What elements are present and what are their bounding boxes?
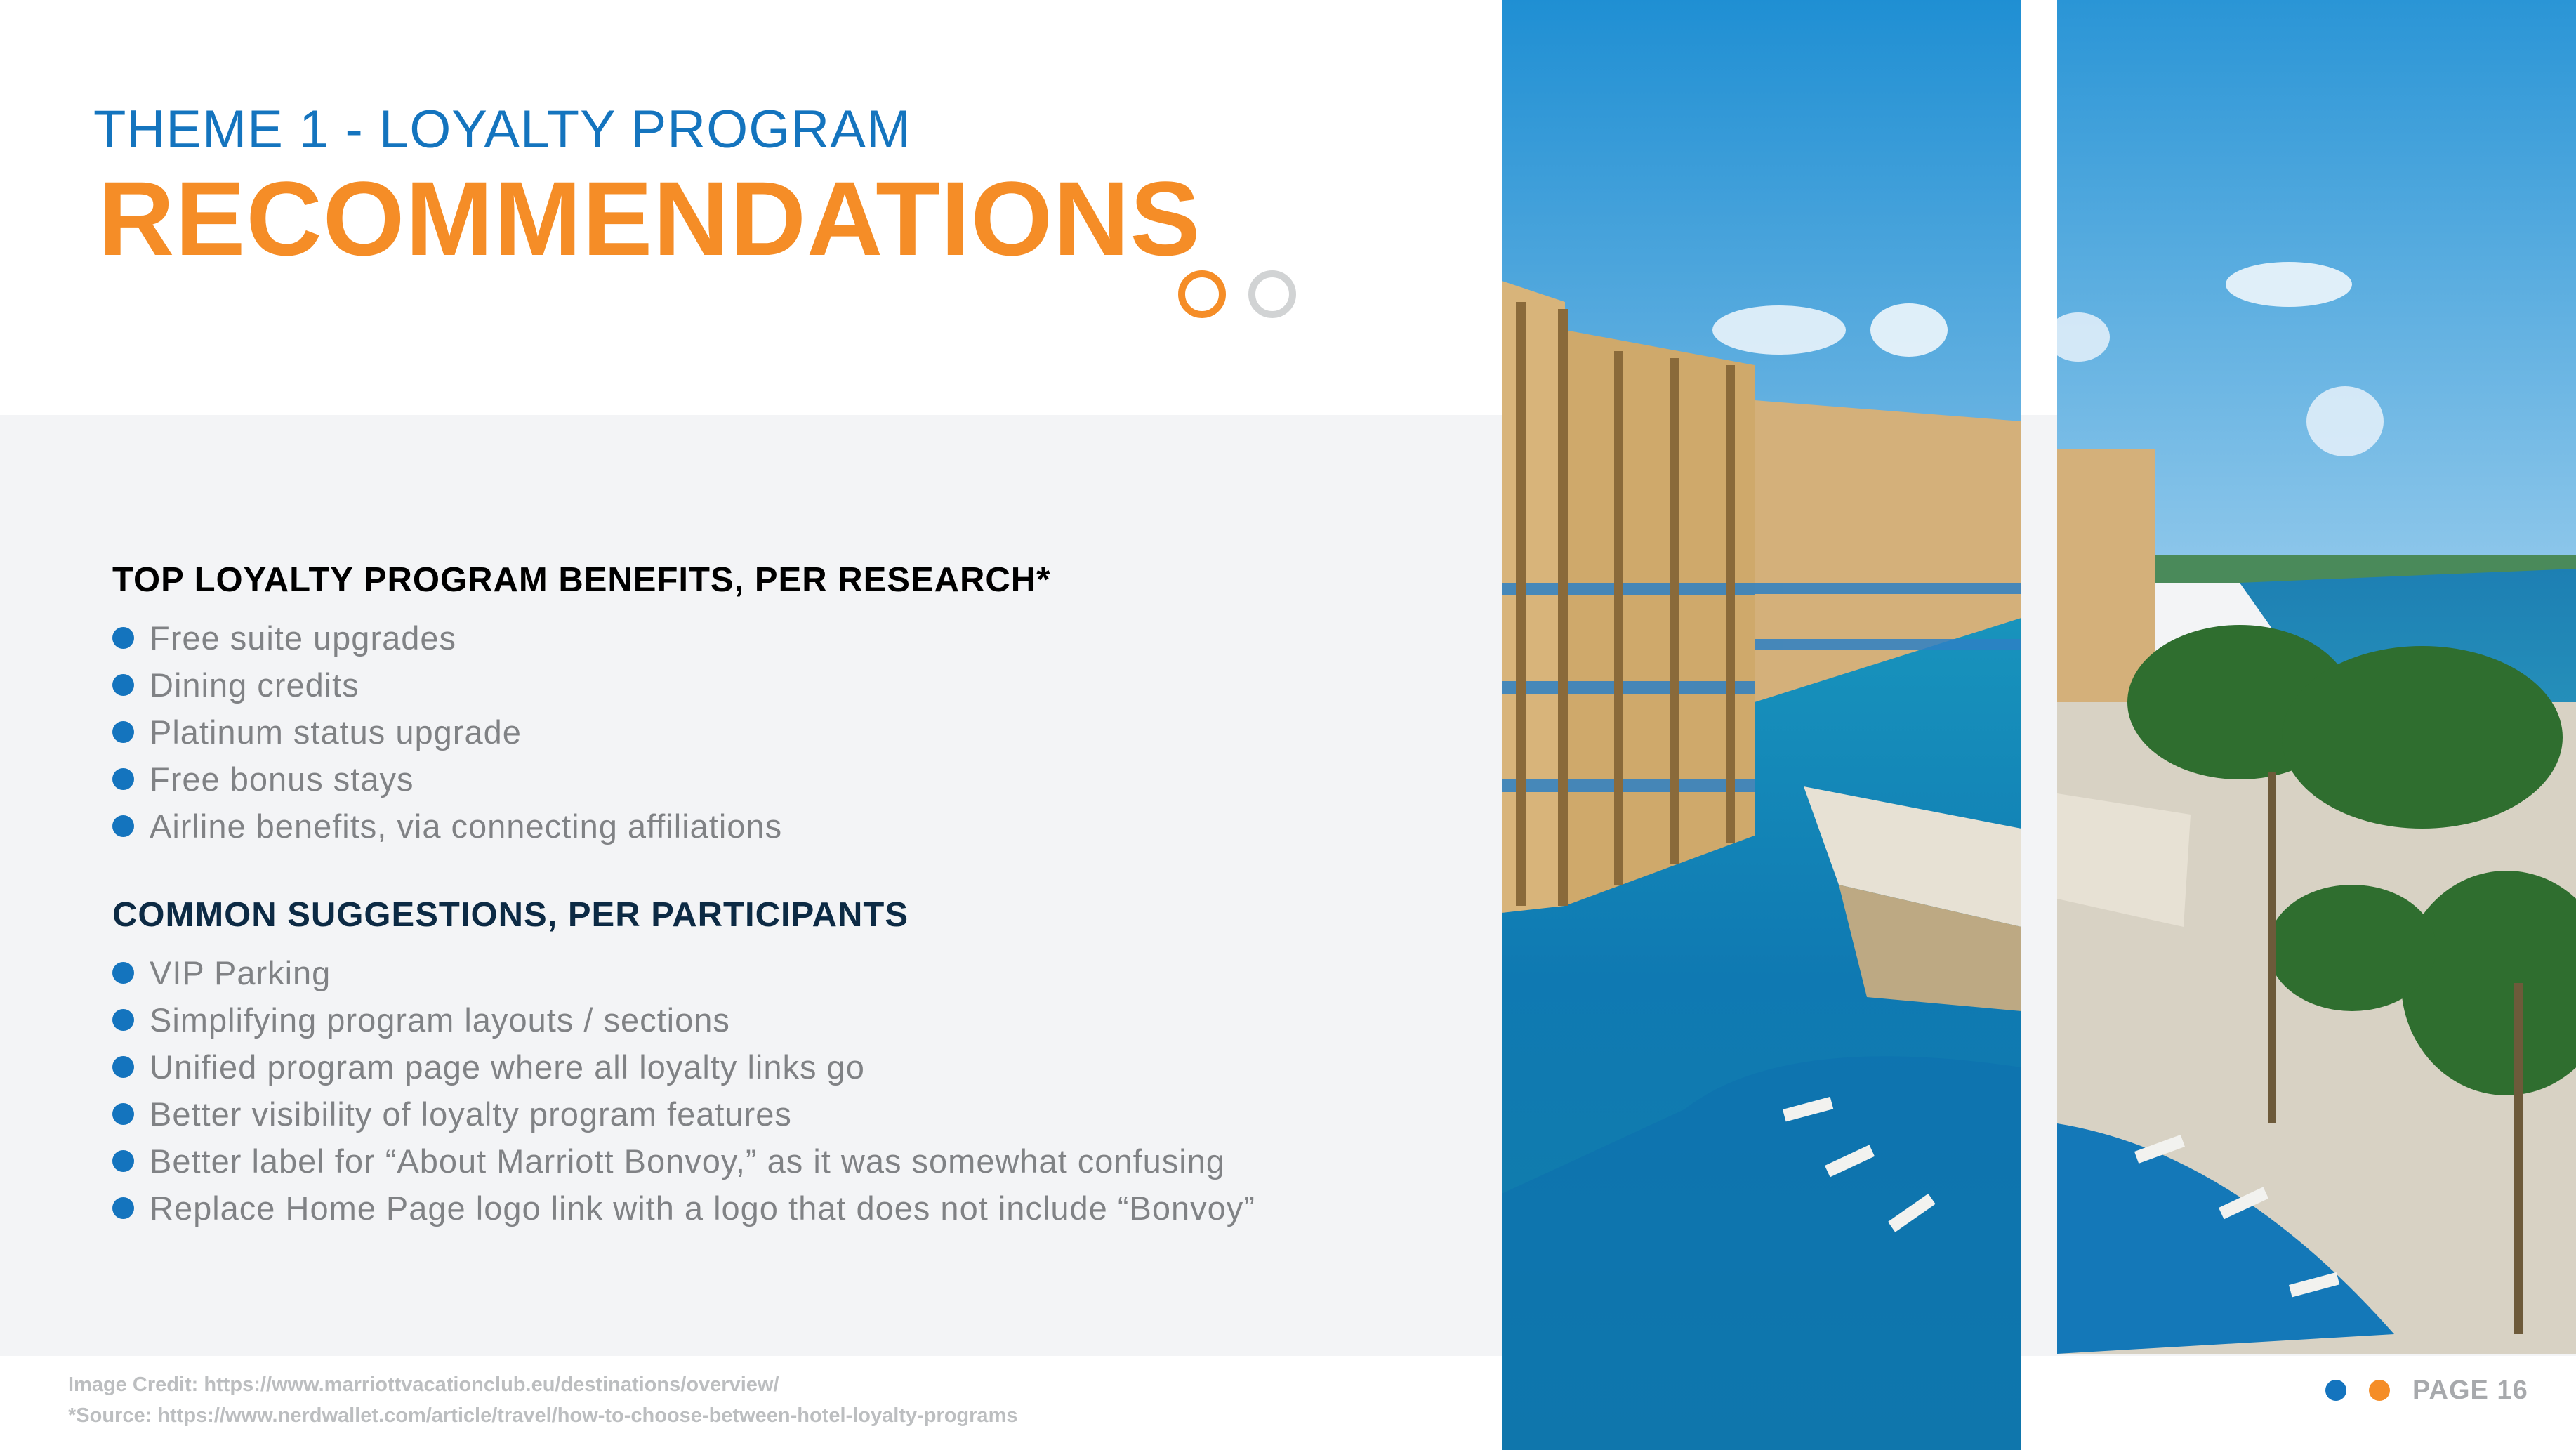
bullet-dot-icon: [112, 721, 134, 743]
resort-beach-photo-icon: [2057, 0, 2576, 1354]
list-item: [112, 1090, 1446, 1138]
bullet-dot-icon: [112, 1150, 134, 1172]
list-item: [112, 614, 1446, 661]
footer-credits: [68, 1369, 1017, 1431]
list-item-text: Replace Home Page logo link with a logo that does not include “Bonvoy”: [150, 1189, 1255, 1227]
benefits-heading: TOP LOYALTY PROGRAM BENEFITS, PER RESEARCH*: [112, 561, 1051, 599]
resort-beach-photo: [2057, 0, 2576, 1354]
bullet-dot-icon: [112, 815, 134, 837]
page-number: PAGE 16: [2412, 1375, 2528, 1405]
list-item: [112, 803, 1446, 850]
list-item-text: Better label for “About Marriott Bonvoy,” as it was somewhat confusing: [150, 1142, 1226, 1180]
list-item-text: Unified program page where all loyalty links go: [150, 1048, 865, 1086]
bullet-dot-icon: [112, 1103, 134, 1125]
list-item: [112, 661, 1446, 708]
list-item: [112, 1138, 1446, 1185]
recommendations-content: [112, 558, 1446, 1232]
list-item: [112, 949, 1446, 996]
benefits-list: [112, 614, 1446, 850]
bullet-dot-icon: [112, 1009, 134, 1031]
gray-ring-icon: [1248, 270, 1296, 318]
bullet-dot-icon: [112, 1197, 134, 1219]
image-credit-text: Image Credit: https://www.marriottvacationclub.eu/destinations/overview/: [68, 1373, 779, 1396]
resort-pool-photo-icon: [1502, 0, 2021, 1450]
list-item: [112, 708, 1446, 756]
suggestions-list: [112, 949, 1446, 1232]
list-item: [112, 1185, 1446, 1232]
list-item-text: Dining credits: [150, 666, 359, 704]
benefits-section: [112, 558, 1446, 850]
suggestions-section: [112, 893, 1446, 1232]
page-indicator: [2325, 1376, 2528, 1404]
bullet-dot-icon: [112, 768, 134, 790]
bullet-dot-icon: [112, 1056, 134, 1078]
orange-ring-icon: [1178, 270, 1226, 318]
blue-dot-icon: [2325, 1380, 2346, 1401]
bullet-dot-icon: [112, 962, 134, 984]
list-item-text: Better visibility of loyalty program features: [150, 1095, 792, 1133]
slide-subtitle: THEME 1 - LOYALTY PROGRAM: [93, 100, 912, 159]
list-item-text: Airline benefits, via connecting affiliations: [150, 808, 783, 845]
resort-pool-photo: [1502, 0, 2021, 1450]
list-item: [112, 756, 1446, 803]
decorative-circles: [1174, 267, 1307, 323]
list-item: [112, 1043, 1446, 1090]
list-item-text: Free suite upgrades: [150, 619, 457, 657]
bullet-dot-icon: [112, 627, 134, 649]
slide-title: RECOMMENDATIONS: [98, 159, 1201, 277]
list-item-text: Simplifying program layouts / sections: [150, 1001, 730, 1039]
source-text: *Source: https://www.nerdwallet.com/article/travel/how-to-choose-between-hotel-loyalty-programs: [68, 1404, 1018, 1427]
list-item: [112, 996, 1446, 1043]
list-item-text: VIP Parking: [150, 954, 331, 991]
list-item-text: Platinum status upgrade: [150, 713, 522, 751]
bullet-dot-icon: [112, 674, 134, 696]
list-item-text: Free bonus stays: [150, 760, 414, 798]
suggestions-heading: COMMON SUGGESTIONS, PER PARTICIPANTS: [112, 896, 909, 934]
orange-dot-icon: [2369, 1380, 2390, 1401]
